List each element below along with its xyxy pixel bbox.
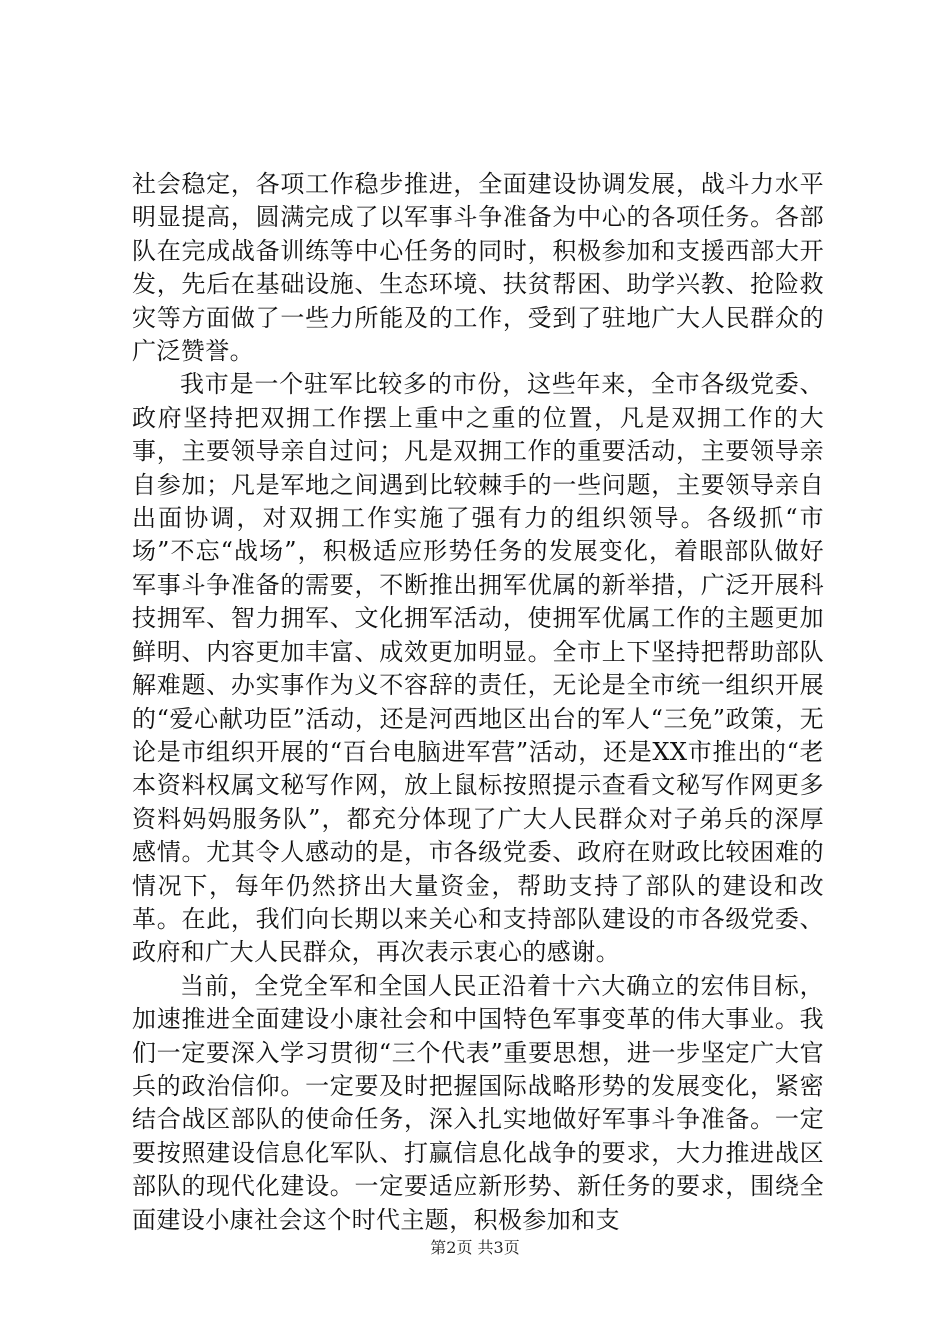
page-number-footer: 第2页 共3页 (430, 1238, 520, 1257)
paragraph-1: 社会稳定，各项工作稳步推进，全面建设协调发展，战斗力水平明显提高，圆满完成了以军事斗争准备为中心的各项任务。各部队在完成战备训练等中心任务的同时，积极参加和支援西部大开发，先后在基础设施、生态环境、扶贫帮困、助学兴教、抢险救灾等方面做了一些力所能及的工作，受到了驻地广大人民群众的广泛赞誉。 (132, 170, 824, 366)
document-body (132, 168, 824, 1237)
paragraph-3: 当前，全党全军和全国人民正沿着十六大确立的宏伟目标，加速推进全面建设小康社会和中国特色军事变革的伟大事业。我们一定要深入学习贯彻“三个代表”重要思想，进一步坚定广大官兵的政治信仰。一定要及时把握国际战略形势的发展变化，紧密结合战区部队的使命任务，深入扎实地做好军事斗争准备。一定要按照建设信息化军队、打赢信息化战争的要求，大力推进战区部队的现代化建设。一定要适应新形势、新任务的要求，围绕全面建设小康社会这个时代主题，积极参加和支 (132, 971, 824, 1234)
paragraph-2: 我市是一个驻军比较多的市份，这些年来，全市各级党委、政府坚持把双拥工作摆上重中之重的位置，凡是双拥工作的大事，主要领导亲自过问；凡是双拥工作的重要活动，主要领导亲自参加；凡是军地之间遇到比较棘手的一些问题，主要领导亲自出面协调，对双拥工作实施了强有力的组织领导。各级抓“市场”不忘“战场”，积极适应形势任务的发展变化，着眼部队做好军事斗争准备的需要，不断推出拥军优属的新举措，广泛开展科技拥军、智力拥军、文化拥军活动，使拥军优属工作的主题更加鲜明、内容更加丰富、成效更加明显。全市上下坚持把帮助部队解难题、办实事作为义不容辞的责任，无论是全市统一组织开展的“爱心献功臣”活动，还是河西地区出台的军人“三免”政策，无论是市组织开展的“百台电脑进军营”活动，还是XX市推出的“老本资料权属文秘写作网，放上鼠标按照提示查看文秘写作网更多资料妈妈服务队”，都充分体现了广大人民群众对子弟兵的深厚感情。尤其令人感动的是，市各级党委、政府在财政比较困难的情况下，每年仍然挤出大量资金，帮助支持了部队的建设和改革。在此，我们向长期以来关心和支持部队建设的市各级党委、政府和广大人民群众，再次表示衷心的感谢。 (132, 370, 824, 967)
